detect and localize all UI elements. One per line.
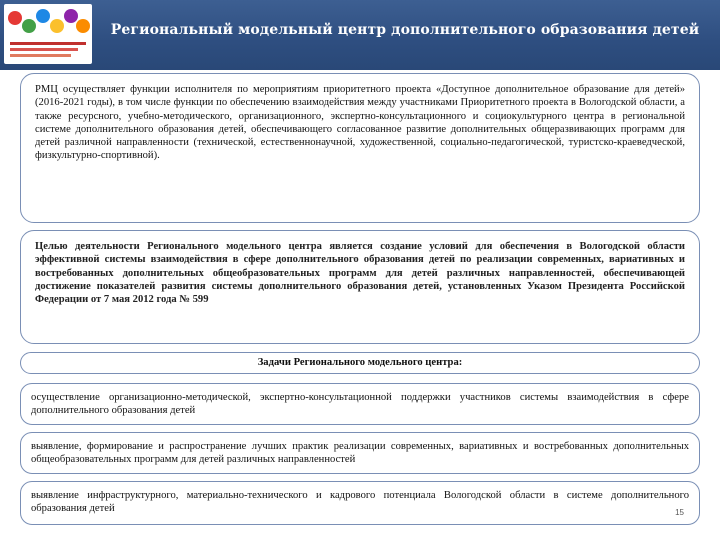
organization-logo bbox=[4, 4, 92, 64]
info-block: РМЦ осуществляет функции исполнителя по мероприятиям приоритетного проекта «Доступное дополнительное образование для детей» (2016-2021 годы), в том числе функции по обеспечению взаимодействия между участниками Приоритетного проекта в Вологодской области, а также ресурсного, учебно-методического, организационного, экспертно-консультационного и социокультурного центра в региональной системе дополнительного образования детей, обеспечивающего согласованное развитие дополнительных общеразвивающих программ для детей различной направленности (технической, естественнонаучной, художественной, социально-педагогической, туристско-краеведческой, физкультурно-спортивной). bbox=[20, 73, 700, 223]
page-title: Региональный модельный центр дополнительного образования детей bbox=[110, 22, 700, 38]
logo-emblem-icon bbox=[50, 19, 64, 33]
logo-emblem-icon bbox=[36, 9, 50, 23]
logo-emblem-icon bbox=[64, 9, 78, 23]
task-item: выявление, формирование и распространение лучших практик реализации современных, вариативных и востребованных дополнительных общеобразовательных программ для детей различных направленностей bbox=[20, 432, 700, 474]
header-bar bbox=[0, 0, 720, 70]
task-item: осуществление организационно-методической, экспертно-консультационной поддержки участников системы взаимодействия в сфере дополнительного образования детей bbox=[20, 383, 700, 425]
logo-emblems bbox=[6, 7, 90, 39]
logo-emblem-icon bbox=[22, 19, 36, 33]
logo-caption-lines bbox=[10, 42, 86, 60]
logo-emblem-icon bbox=[8, 11, 22, 25]
page-number: 15 bbox=[675, 508, 684, 517]
goal-block: Целью деятельности Регионального модельного центра является создание условий для обеспечения в Вологодской области эффективной системы взаимодействия в сфере дополнительного образования детей по реализации современных, вариативных и востребованных дополнительных общеобразовательных программ для детей различных направленностей, обеспечивающей достижение показателей развития системы дополнительного образования детей, установленных Указом Президента Российской Федерации от 7 мая 2012 года № 599 bbox=[20, 230, 700, 344]
logo-emblem-icon bbox=[76, 19, 90, 33]
task-item: выявление инфраструктурного, материально-технического и кадрового потенциала Вологодской области в системе дополнительного образования детей bbox=[20, 481, 700, 525]
tasks-heading: Задачи Регионального модельного центра: bbox=[20, 352, 700, 374]
